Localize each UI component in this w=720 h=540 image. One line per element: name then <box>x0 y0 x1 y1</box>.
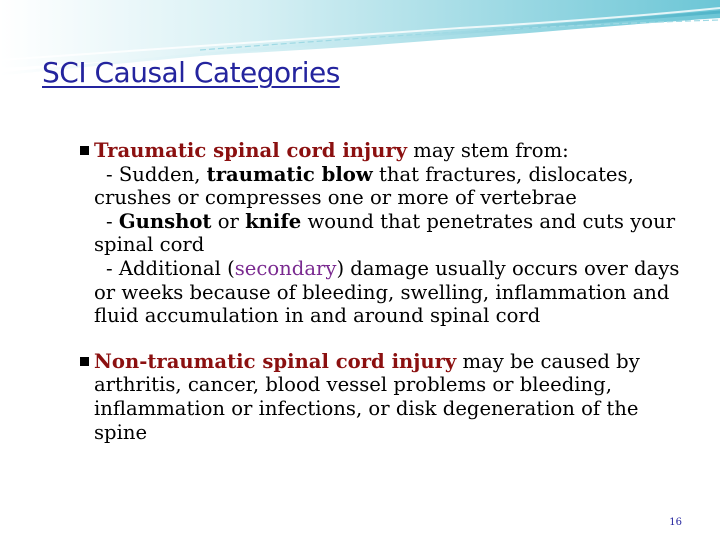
slide-number: 16 <box>669 517 682 528</box>
bullet-square-icon <box>80 146 89 155</box>
sub3-text-a: - Additional ( <box>106 256 235 280</box>
sub2-emphasis-knife: knife <box>245 209 302 233</box>
sub-item-gunshot <box>94 210 680 257</box>
traumatic-heading: Traumatic spinal cord injury <box>94 139 408 162</box>
slide-body <box>80 139 680 444</box>
bullet-square-icon <box>80 357 89 366</box>
sub1-text-c: that fractures, dislocates, crushes or compresses one or more of vertebrae <box>94 162 634 210</box>
sub2-text-e: wound that penetrates and cuts your spinal cord <box>94 209 676 257</box>
sub1-emphasis: traumatic blow <box>206 162 373 186</box>
sub2-text-a: - <box>106 209 119 233</box>
non-traumatic-heading: Non-traumatic spinal cord injury <box>94 349 457 373</box>
traumatic-tail: may stem from: <box>407 139 569 162</box>
sub-item-secondary-damage <box>94 257 680 328</box>
bullet-non-traumatic <box>80 350 680 444</box>
sub3-text-c: ) damage usually occurs over days or weeks because of bleeding, swelling, inflammation and fluid accumulation in and around spinal cord <box>94 256 680 328</box>
sub2-emphasis-gunshot: Gunshot <box>118 209 212 233</box>
sub-item-sudden-blow <box>94 163 680 210</box>
non-traumatic-tail: may be caused by arthritis, cancer, blood vessel problems or bleeding, inflammation or infections, or disk degeneration of the spine <box>94 349 640 444</box>
sub2-text-c: or <box>211 209 246 233</box>
sub1-text-a: - Sudden, <box>106 162 207 186</box>
bullet-traumatic <box>80 139 680 328</box>
page-title: SCI Causal Categories <box>42 56 340 89</box>
sub3-emphasis: secondary <box>234 256 337 280</box>
